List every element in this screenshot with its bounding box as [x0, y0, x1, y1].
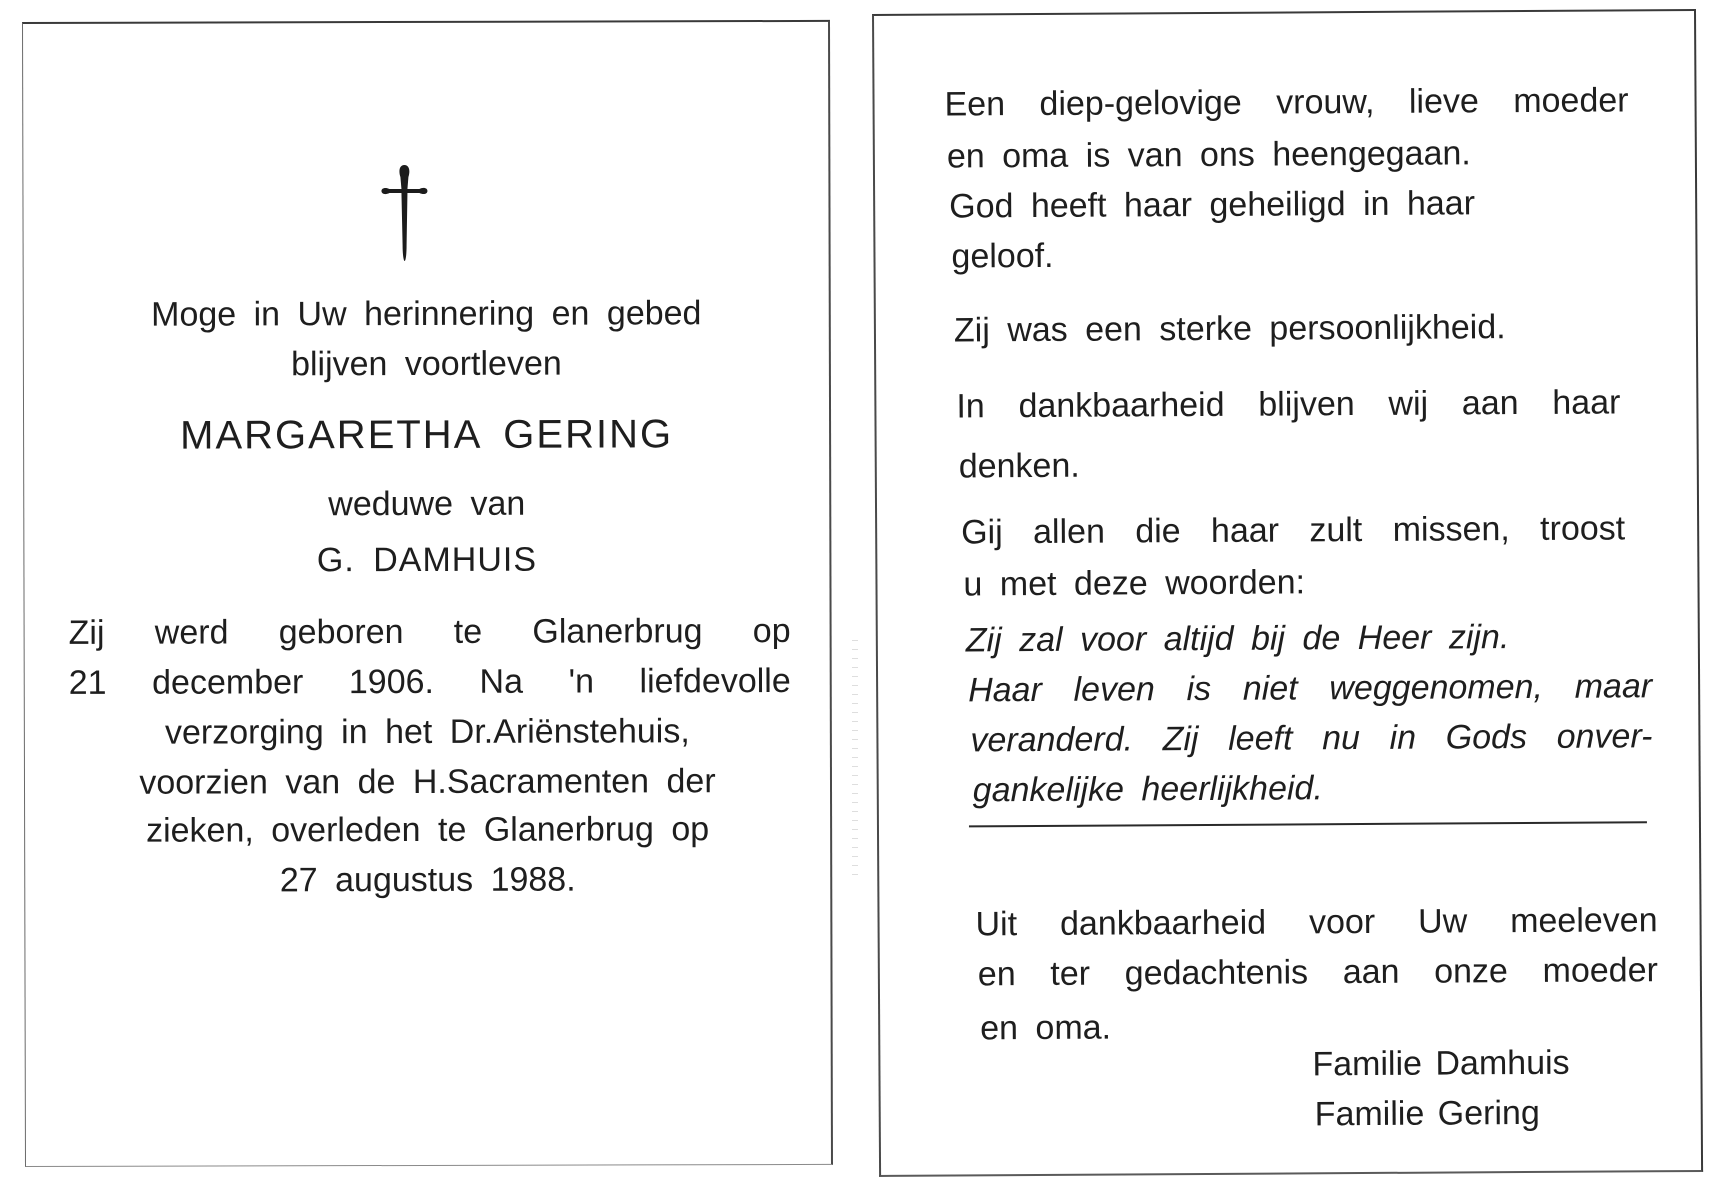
thanks-line-1: Uit dankbaarheid voor Uw meeleven	[975, 901, 1658, 944]
quote-line-1: Zij zal voor altijd bij de Heer zijn.	[965, 618, 1510, 660]
signature-damhuis: Familie Damhuis	[1312, 1043, 1570, 1084]
divider-line	[969, 821, 1647, 827]
thanks-line-3: en oma.	[980, 1008, 1112, 1048]
paragraph1-line-1: Een diep-gelovige vrouw, lieve moeder	[944, 81, 1629, 124]
quote-line-4: gankelijke heerlijkheid.	[972, 769, 1323, 810]
bio-line-3: verzorging in het Dr.Ariënstehuis,	[164, 712, 690, 752]
signature-gering: Familie Gering	[1314, 1093, 1540, 1134]
bio-line-5: zieken, overleden te Glanerbrug op	[146, 810, 710, 850]
widow-of-label: weduwe van	[328, 484, 526, 524]
cross-icon	[377, 163, 431, 263]
husband-name: G. DAMHUIS	[316, 540, 538, 580]
bio-line-1: Zij werd geboren te Glanerbrug op	[68, 611, 791, 652]
paragraph4-line-1: Gij allen die haar zult missen, troost	[961, 509, 1626, 552]
memorial-card-back	[872, 9, 1703, 1177]
paragraph3-line-1: In dankbaarheid blijven wij aan haar	[956, 383, 1621, 426]
quote-line-3: veranderd. Zij leeft nu in Gods onver-	[970, 717, 1653, 760]
bio-line-4: voorzien van de H.Sacramenten der	[139, 762, 716, 802]
opening-line-2: blijven voortleven	[290, 344, 562, 384]
thanks-line-2: en ter gedachtenis aan onze moeder	[977, 951, 1658, 994]
opening-line-1: Moge in Uw herinnering en gebed	[151, 294, 702, 334]
quote-line-2: Haar leven is niet weggenomen, maar	[968, 667, 1653, 710]
paragraph1-line-2: en oma is van ons heengegaan.	[946, 134, 1471, 176]
paragraph1-line-4: geloof.	[951, 236, 1054, 276]
scan-artifact	[852, 640, 858, 880]
paragraph2-line-1: Zij was een sterke persoonlijkheid.	[953, 308, 1506, 350]
paragraph4-line-2: u met deze woorden:	[963, 563, 1306, 604]
deceased-name: MARGARETHA GERING	[180, 412, 674, 458]
paragraph1-line-3: God heeft haar geheiligd in haar	[949, 184, 1476, 226]
bio-line-2: 21 december 1906. Na 'n liefdevolle	[68, 661, 791, 702]
paragraph3-line-2: denken.	[958, 446, 1080, 486]
bio-line-6: 27 augustus 1988.	[279, 860, 576, 900]
memorial-card-front	[22, 20, 833, 1167]
